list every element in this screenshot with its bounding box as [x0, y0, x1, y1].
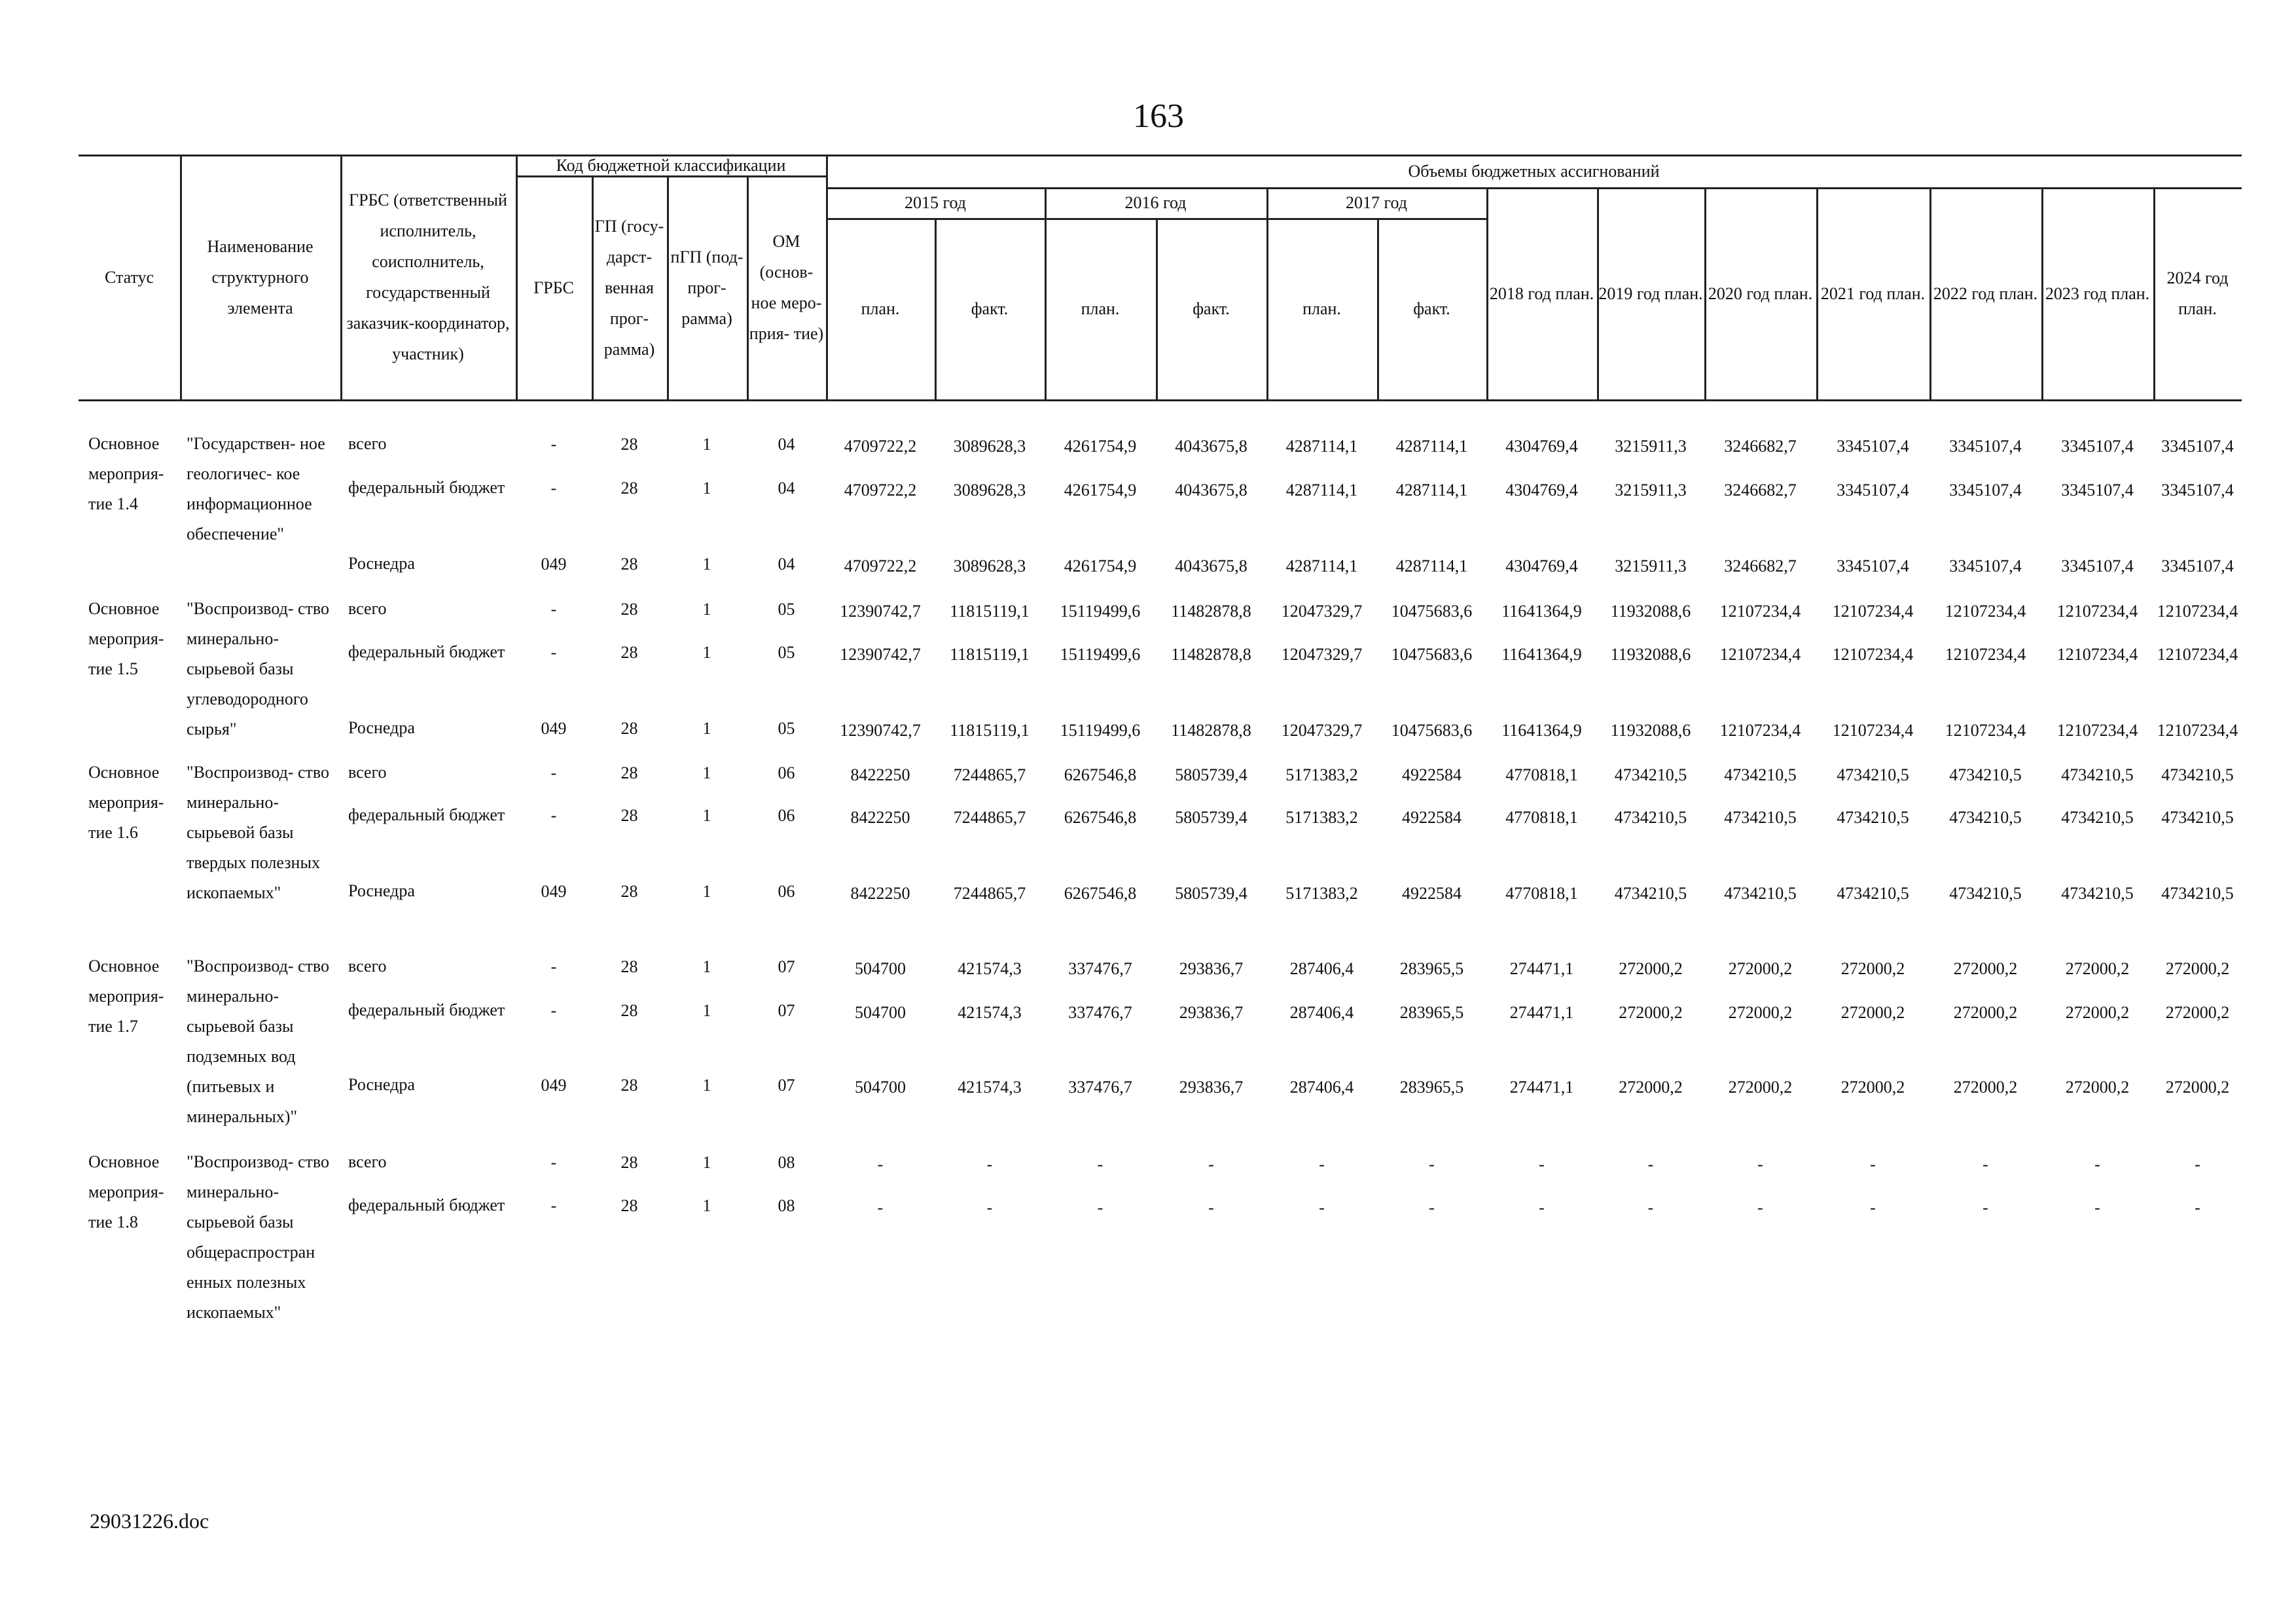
cell-grbs: - — [550, 1153, 557, 1172]
cell-value: 4734210,5 — [1724, 808, 1797, 827]
cell-value: 272000,2 — [2165, 1078, 2230, 1097]
cell-value: 3345107,4 — [1949, 481, 2022, 500]
cell-value: - — [2195, 1198, 2200, 1217]
cell-pgp: 1 — [702, 763, 711, 782]
cell-pgp: 1 — [702, 600, 711, 619]
cell-value: 3345107,4 — [1949, 556, 2022, 575]
cell-value: 3089628,3 — [953, 437, 1026, 456]
cell-gp: 28 — [620, 882, 638, 901]
cell-value: - — [2195, 1155, 2200, 1174]
header-grbs: ГРБС — [533, 278, 574, 297]
row-label: всего — [348, 957, 387, 976]
cell-value: 274471,1 — [1509, 1003, 1574, 1022]
cell-value: 272000,2 — [1840, 1003, 1905, 1022]
cell-pgp: 1 — [702, 806, 711, 825]
cell-value: 272000,2 — [1840, 1078, 1905, 1097]
cell-value: 8422250 — [850, 884, 910, 903]
cell-value: 5171383,2 — [1285, 765, 1358, 784]
cell-value: 3345107,4 — [1837, 481, 1909, 500]
table-rule — [79, 399, 2242, 401]
cell-grbs: 049 — [541, 719, 567, 738]
cell-value: 272000,2 — [2065, 1078, 2130, 1097]
header-volumes: Объемы бюджетных ассигнований — [1408, 161, 1660, 181]
cell-value: 3345107,4 — [2161, 481, 2234, 500]
cell-value: 3345107,4 — [2061, 481, 2134, 500]
cell-value: - — [877, 1198, 884, 1217]
cell-gp: 28 — [620, 600, 638, 619]
cell-pgp: 1 — [702, 435, 711, 454]
header-y2023: 2023 год план. — [2045, 283, 2150, 303]
cell-value: 274471,1 — [1509, 959, 1574, 978]
cell-value: 421574,3 — [958, 959, 1022, 978]
header-budget-code: Код бюджетной классификации — [556, 155, 786, 175]
name-cell: "Государствен- ное геологичес- кое информационное обеспечение" — [187, 434, 325, 543]
cell-value: 12107234,4 — [1832, 645, 1914, 664]
cell-value: 10475683,6 — [1391, 602, 1473, 621]
cell-value: 4770818,1 — [1505, 808, 1578, 827]
cell-grbs: - — [550, 1001, 557, 1020]
cell-value: - — [1319, 1155, 1325, 1174]
cell-pgp: 1 — [702, 957, 711, 976]
cell-value: 15119499,6 — [1060, 721, 1141, 740]
cell-value: 5171383,2 — [1285, 808, 1358, 827]
header-plan: план. — [861, 299, 900, 318]
cell-value: 11815119,1 — [950, 602, 1030, 621]
header-y2021: 2021 год план. — [1820, 283, 1926, 303]
cell-om: 05 — [778, 719, 795, 738]
cell-value: 3345107,4 — [1837, 556, 1909, 575]
cell-value: 272000,2 — [1840, 959, 1905, 978]
row-label: всего — [348, 434, 387, 453]
cell-value: 12390742,7 — [840, 721, 921, 740]
cell-value: 3215911,3 — [1615, 481, 1687, 500]
cell-om: 04 — [778, 555, 795, 574]
cell-grbs: 049 — [541, 882, 567, 901]
cell-value: 272000,2 — [1619, 1003, 1683, 1022]
cell-value: 4734210,5 — [1724, 765, 1797, 784]
cell-value: - — [1757, 1198, 1763, 1217]
cell-value: 3246682,7 — [1724, 556, 1797, 575]
row-label: федеральный бюджет — [348, 805, 505, 824]
cell-om: 08 — [778, 1196, 795, 1215]
cell-value: 4922584 — [1402, 765, 1462, 784]
cell-value: 12107234,4 — [1945, 721, 2026, 740]
cell-grbs: 049 — [541, 555, 567, 574]
cell-value: 4770818,1 — [1505, 765, 1578, 784]
status-cell: Основное мероприя- тие 1.6 — [88, 763, 164, 842]
cell-value: 504700 — [855, 1078, 906, 1097]
cell-value: - — [986, 1198, 993, 1217]
cell-value: 4922584 — [1402, 808, 1462, 827]
cell-value: 4734210,5 — [2161, 765, 2234, 784]
cell-om: 07 — [778, 1076, 795, 1095]
cell-value: 4043675,8 — [1175, 481, 1247, 500]
cell-value: - — [1429, 1155, 1435, 1174]
cell-value: 7244865,7 — [953, 765, 1026, 784]
cell-value: 4734210,5 — [1614, 765, 1687, 784]
cell-value: 12107234,4 — [2157, 602, 2238, 621]
cell-value: 272000,2 — [1953, 1078, 2018, 1097]
cell-value: 272000,2 — [2165, 959, 2230, 978]
name-cell: "Воспроизвод- ство минерально- сырьевой базы общераспростран енных полезных ископаемых" — [187, 1152, 329, 1322]
cell-value: 4261754,9 — [1064, 437, 1137, 456]
cell-gp: 28 — [620, 806, 638, 825]
cell-pgp: 1 — [702, 719, 711, 738]
cell-value: 504700 — [855, 959, 906, 978]
cell-value: 3345107,4 — [2161, 556, 2234, 575]
cell-value: 3345107,4 — [2061, 556, 2134, 575]
cell-value: 504700 — [855, 1003, 906, 1022]
header-pgp: пГП (под- прог- рамма) — [670, 247, 744, 328]
cell-value: 4734210,5 — [1837, 765, 1909, 784]
cell-value: 337476,7 — [1068, 1003, 1132, 1022]
cell-value: 4287114,1 — [1285, 556, 1358, 575]
cell-value: 12047329,7 — [1281, 721, 1363, 740]
cell-value: 272000,2 — [2065, 1003, 2130, 1022]
cell-value: 272000,2 — [1728, 959, 1793, 978]
cell-gp: 28 — [620, 719, 638, 738]
cell-value: 4734210,5 — [1724, 884, 1797, 903]
row-label: всего — [348, 763, 387, 782]
header-om: ОМ (основ- ное меро- прия- тие) — [749, 232, 824, 343]
row-label: федеральный бюджет — [348, 1195, 505, 1214]
status-cell: Основное мероприя- тие 1.4 — [88, 434, 164, 513]
cell-value: 11815119,1 — [950, 721, 1030, 740]
cell-pgp: 1 — [702, 882, 711, 901]
header-y2022: 2022 год план. — [1933, 283, 2038, 303]
cell-value: 12047329,7 — [1281, 645, 1363, 664]
cell-value: 15119499,6 — [1060, 602, 1141, 621]
name-cell: "Воспроизвод- ство минерально- сырьевой базы подземных вод (питьевых и минеральных)" — [187, 957, 329, 1126]
cell-value: 8422250 — [850, 808, 910, 827]
cell-value: - — [1870, 1198, 1876, 1217]
cell-value: 12107234,4 — [2056, 645, 2138, 664]
cell-value: 5805739,4 — [1175, 884, 1247, 903]
cell-value: 15119499,6 — [1060, 645, 1141, 664]
cell-value: - — [1539, 1198, 1545, 1217]
cell-value: 272000,2 — [1728, 1003, 1793, 1022]
cell-value: 12107234,4 — [1832, 721, 1914, 740]
cell-value: 4734210,5 — [1837, 884, 1909, 903]
cell-gp: 28 — [620, 555, 638, 574]
status-cell: Основное мероприя- тие 1.5 — [88, 599, 164, 678]
cell-value: 4734210,5 — [2061, 808, 2134, 827]
cell-om: 07 — [778, 957, 795, 976]
cell-value: 272000,2 — [2065, 959, 2130, 978]
cell-value: 3089628,3 — [953, 556, 1026, 575]
cell-pgp: 1 — [702, 643, 711, 662]
cell-value: 272000,2 — [2165, 1003, 2230, 1022]
cell-value: 7244865,7 — [953, 884, 1026, 903]
cell-om: 06 — [778, 806, 795, 825]
status-cell: Основное мероприя- тие 1.8 — [88, 1152, 164, 1231]
cell-value: 293836,7 — [1179, 1003, 1244, 1022]
cell-value: 12107234,4 — [1719, 602, 1801, 621]
cell-value: 12390742,7 — [840, 645, 921, 664]
cell-value: 4709722,2 — [844, 556, 917, 575]
cell-gp: 28 — [620, 957, 638, 976]
row-label: всего — [348, 1152, 387, 1171]
cell-value: 421574,3 — [958, 1078, 1022, 1097]
cell-value: 5171383,2 — [1285, 884, 1358, 903]
cell-grbs: - — [550, 806, 557, 825]
cell-value: 337476,7 — [1068, 1078, 1132, 1097]
cell-grbs: - — [550, 435, 557, 454]
cell-value: 272000,2 — [1953, 959, 2018, 978]
cell-value: 3246682,7 — [1724, 481, 1797, 500]
header-status: Статус — [104, 267, 154, 287]
cell-value: 4261754,9 — [1064, 481, 1137, 500]
cell-pgp: 1 — [702, 1196, 711, 1215]
cell-value: - — [1097, 1198, 1103, 1217]
cell-gp: 28 — [620, 1153, 638, 1172]
cell-value: 10475683,6 — [1391, 721, 1473, 740]
cell-grbs: - — [550, 643, 557, 662]
cell-value: 4709722,2 — [844, 437, 917, 456]
cell-value: 4287114,1 — [1395, 437, 1468, 456]
cell-value: 3345107,4 — [2161, 437, 2234, 456]
cell-grbs: - — [550, 957, 557, 976]
cell-value: 4709722,2 — [844, 481, 917, 500]
page-number: 163 — [1133, 98, 1184, 135]
row-label: Роснедра — [348, 881, 415, 900]
cell-value: 12107234,4 — [2157, 645, 2238, 664]
cell-value: 4734210,5 — [1614, 808, 1687, 827]
cell-value: 293836,7 — [1179, 1078, 1244, 1097]
cell-value: 4287114,1 — [1285, 437, 1358, 456]
cell-om: 07 — [778, 1001, 795, 1020]
cell-value: 6267546,8 — [1064, 808, 1137, 827]
cell-gp: 28 — [620, 1196, 638, 1215]
cell-value: 11815119,1 — [950, 645, 1030, 664]
cell-value: 4287114,1 — [1285, 481, 1358, 500]
name-cell: "Воспроизвод- ство минерально- сырьевой базы углеводородного сырья" — [187, 599, 329, 739]
row-label: Роснедра — [348, 554, 415, 573]
cell-pgp: 1 — [702, 1076, 711, 1095]
cell-value: - — [2094, 1198, 2100, 1217]
cell-value: - — [1647, 1155, 1654, 1174]
header-year-2016: 2016 год — [1124, 193, 1187, 212]
cell-value: 4734210,5 — [1837, 808, 1909, 827]
cell-value: 12107234,4 — [2157, 721, 2238, 740]
cell-value: 293836,7 — [1179, 959, 1244, 978]
cell-value: - — [1097, 1155, 1103, 1174]
row-label: Роснедра — [348, 1075, 415, 1094]
cell-grbs: 049 — [541, 1076, 567, 1095]
cell-value: 272000,2 — [1619, 959, 1683, 978]
cell-om: 08 — [778, 1153, 795, 1172]
header-plan: план. — [1302, 299, 1341, 318]
cell-pgp: 1 — [702, 1153, 711, 1172]
header-year-2015: 2015 год — [905, 193, 966, 212]
cell-om: 06 — [778, 882, 795, 901]
cell-value: 12107234,4 — [1719, 721, 1801, 740]
cell-value: 4304769,4 — [1505, 481, 1578, 500]
cell-value: 4287114,1 — [1395, 556, 1468, 575]
cell-value: 287406,4 — [1289, 1003, 1354, 1022]
cell-om: 06 — [778, 763, 795, 782]
cell-value: - — [1647, 1198, 1654, 1217]
cell-gp: 28 — [620, 763, 638, 782]
cell-value: - — [1982, 1155, 1988, 1174]
cell-value: 283965,5 — [1399, 959, 1464, 978]
cell-value: 4043675,8 — [1175, 556, 1247, 575]
cell-value: 12107234,4 — [2056, 721, 2138, 740]
cell-value: - — [877, 1155, 884, 1174]
cell-value: 10475683,6 — [1391, 645, 1473, 664]
cell-value: 283965,5 — [1399, 1078, 1464, 1097]
cell-value: 12390742,7 — [840, 602, 921, 621]
cell-value: 274471,1 — [1509, 1078, 1574, 1097]
cell-value: 3345107,4 — [2061, 437, 2134, 456]
cell-value: 12107234,4 — [1945, 602, 2026, 621]
header-fact: факт. — [971, 299, 1009, 318]
header-gp: ГП (госу- дарст- венная прог- рамма) — [594, 216, 664, 359]
cell-value: 287406,4 — [1289, 959, 1354, 978]
row-label: Роснедра — [348, 718, 415, 737]
header-grbs-responsible: ГРБС (ответственный исполнитель, соисполнитель, государственный заказчик-координатор, участник) — [346, 191, 510, 363]
cell-value: 4734210,5 — [1949, 808, 2022, 827]
cell-value: 7244865,7 — [953, 808, 1026, 827]
cell-om: 04 — [778, 435, 795, 454]
cell-gp: 28 — [620, 643, 638, 662]
cell-value: 4734210,5 — [1949, 765, 2022, 784]
cell-value: 3345107,4 — [1949, 437, 2022, 456]
cell-pgp: 1 — [702, 1001, 711, 1020]
header-fact: факт. — [1413, 299, 1450, 318]
cell-value: 12107234,4 — [1832, 602, 1914, 621]
cell-value: 3215911,3 — [1615, 437, 1687, 456]
name-cell: "Воспроизвод- ство минерально- сырьевой базы твердых полезных ископаемых" — [187, 763, 329, 902]
footer-filename: 29031226.doc — [90, 1509, 209, 1533]
cell-value: 12047329,7 — [1281, 602, 1363, 621]
cell-gp: 28 — [620, 479, 638, 498]
cell-value: 4734210,5 — [2061, 884, 2134, 903]
header-fact: факт. — [1193, 299, 1230, 318]
cell-value: 3345107,4 — [1837, 437, 1909, 456]
cell-value: 11641364,9 — [1501, 602, 1582, 621]
cell-value: 6267546,8 — [1064, 884, 1137, 903]
cell-value: 8422250 — [850, 765, 910, 784]
cell-value: 4734210,5 — [2061, 765, 2134, 784]
cell-value: - — [1429, 1198, 1435, 1217]
cell-value: 12107234,4 — [1945, 645, 2026, 664]
cell-value: 6267546,8 — [1064, 765, 1137, 784]
cell-grbs: - — [550, 1196, 557, 1215]
cell-value: 4043675,8 — [1175, 437, 1247, 456]
cell-om: 05 — [778, 643, 795, 662]
cell-value: - — [1757, 1155, 1763, 1174]
cell-value: 272000,2 — [1619, 1078, 1683, 1097]
cell-value: 4261754,9 — [1064, 556, 1137, 575]
cell-value: 3215911,3 — [1615, 556, 1687, 575]
cell-grbs: - — [550, 600, 557, 619]
cell-grbs: - — [550, 763, 557, 782]
cell-value: - — [1319, 1198, 1325, 1217]
cell-value: 11641364,9 — [1501, 645, 1582, 664]
cell-value: 12107234,4 — [1719, 645, 1801, 664]
cell-value: 283965,5 — [1399, 1003, 1464, 1022]
cell-value: 11932088,6 — [1610, 645, 1691, 664]
cell-value: 5805739,4 — [1175, 765, 1247, 784]
cell-value: - — [1982, 1198, 1988, 1217]
cell-value: 421574,3 — [958, 1003, 1022, 1022]
cell-value: 11482878,8 — [1171, 721, 1251, 740]
row-label: федеральный бюджет — [348, 1000, 505, 1019]
cell-value: 11482878,8 — [1171, 645, 1251, 664]
cell-value: 4922584 — [1402, 884, 1462, 903]
cell-value: - — [1539, 1155, 1545, 1174]
cell-value: 4734210,5 — [1614, 884, 1687, 903]
cell-value: - — [1208, 1198, 1214, 1217]
cell-value: 11932088,6 — [1610, 721, 1691, 740]
cell-pgp: 1 — [702, 479, 711, 498]
cell-grbs: - — [550, 479, 557, 498]
cell-gp: 28 — [620, 1076, 638, 1095]
header-y2020: 2020 год план. — [1708, 283, 1813, 303]
row-label: федеральный бюджет — [348, 642, 505, 661]
cell-value: - — [986, 1155, 993, 1174]
cell-value: 287406,4 — [1289, 1078, 1354, 1097]
cell-value: 4287114,1 — [1395, 481, 1468, 500]
header-plan: план. — [1081, 299, 1120, 318]
cell-value: - — [1870, 1155, 1876, 1174]
cell-value: - — [1208, 1155, 1214, 1174]
cell-value: 4770818,1 — [1505, 884, 1578, 903]
cell-value: - — [2094, 1155, 2100, 1174]
cell-value: 12107234,4 — [2056, 602, 2138, 621]
header-y2018: 2018 год план. — [1489, 283, 1594, 303]
cell-value: 272000,2 — [1728, 1078, 1793, 1097]
cell-om: 05 — [778, 600, 795, 619]
cell-value: 4304769,4 — [1505, 556, 1578, 575]
cell-value: 3089628,3 — [953, 481, 1026, 500]
cell-value: 3246682,7 — [1724, 437, 1797, 456]
cell-value: 11641364,9 — [1501, 721, 1582, 740]
header-y2019: 2019 год план. — [1598, 283, 1703, 303]
cell-value: 4304769,4 — [1505, 437, 1578, 456]
cell-gp: 28 — [620, 1001, 638, 1020]
row-label: федеральный бюджет — [348, 478, 505, 497]
status-cell: Основное мероприя- тие 1.7 — [88, 957, 164, 1036]
header-y2024: 2024 год план. — [2166, 268, 2229, 318]
cell-value: 4734210,5 — [2161, 884, 2234, 903]
row-label: всего — [348, 599, 387, 618]
header-name: Наименование структурного элемента — [207, 236, 314, 318]
header-year-2017: 2017 год — [1346, 193, 1407, 212]
cell-value: 337476,7 — [1068, 959, 1132, 978]
cell-value: 5805739,4 — [1175, 808, 1247, 827]
cell-value: 4734210,5 — [2161, 808, 2234, 827]
cell-value: 272000,2 — [1953, 1003, 2018, 1022]
cell-value: 4734210,5 — [1949, 884, 2022, 903]
cell-value: 11932088,6 — [1610, 602, 1691, 621]
cell-pgp: 1 — [702, 555, 711, 574]
cell-om: 04 — [778, 479, 795, 498]
cell-gp: 28 — [620, 435, 638, 454]
cell-value: 11482878,8 — [1171, 602, 1251, 621]
